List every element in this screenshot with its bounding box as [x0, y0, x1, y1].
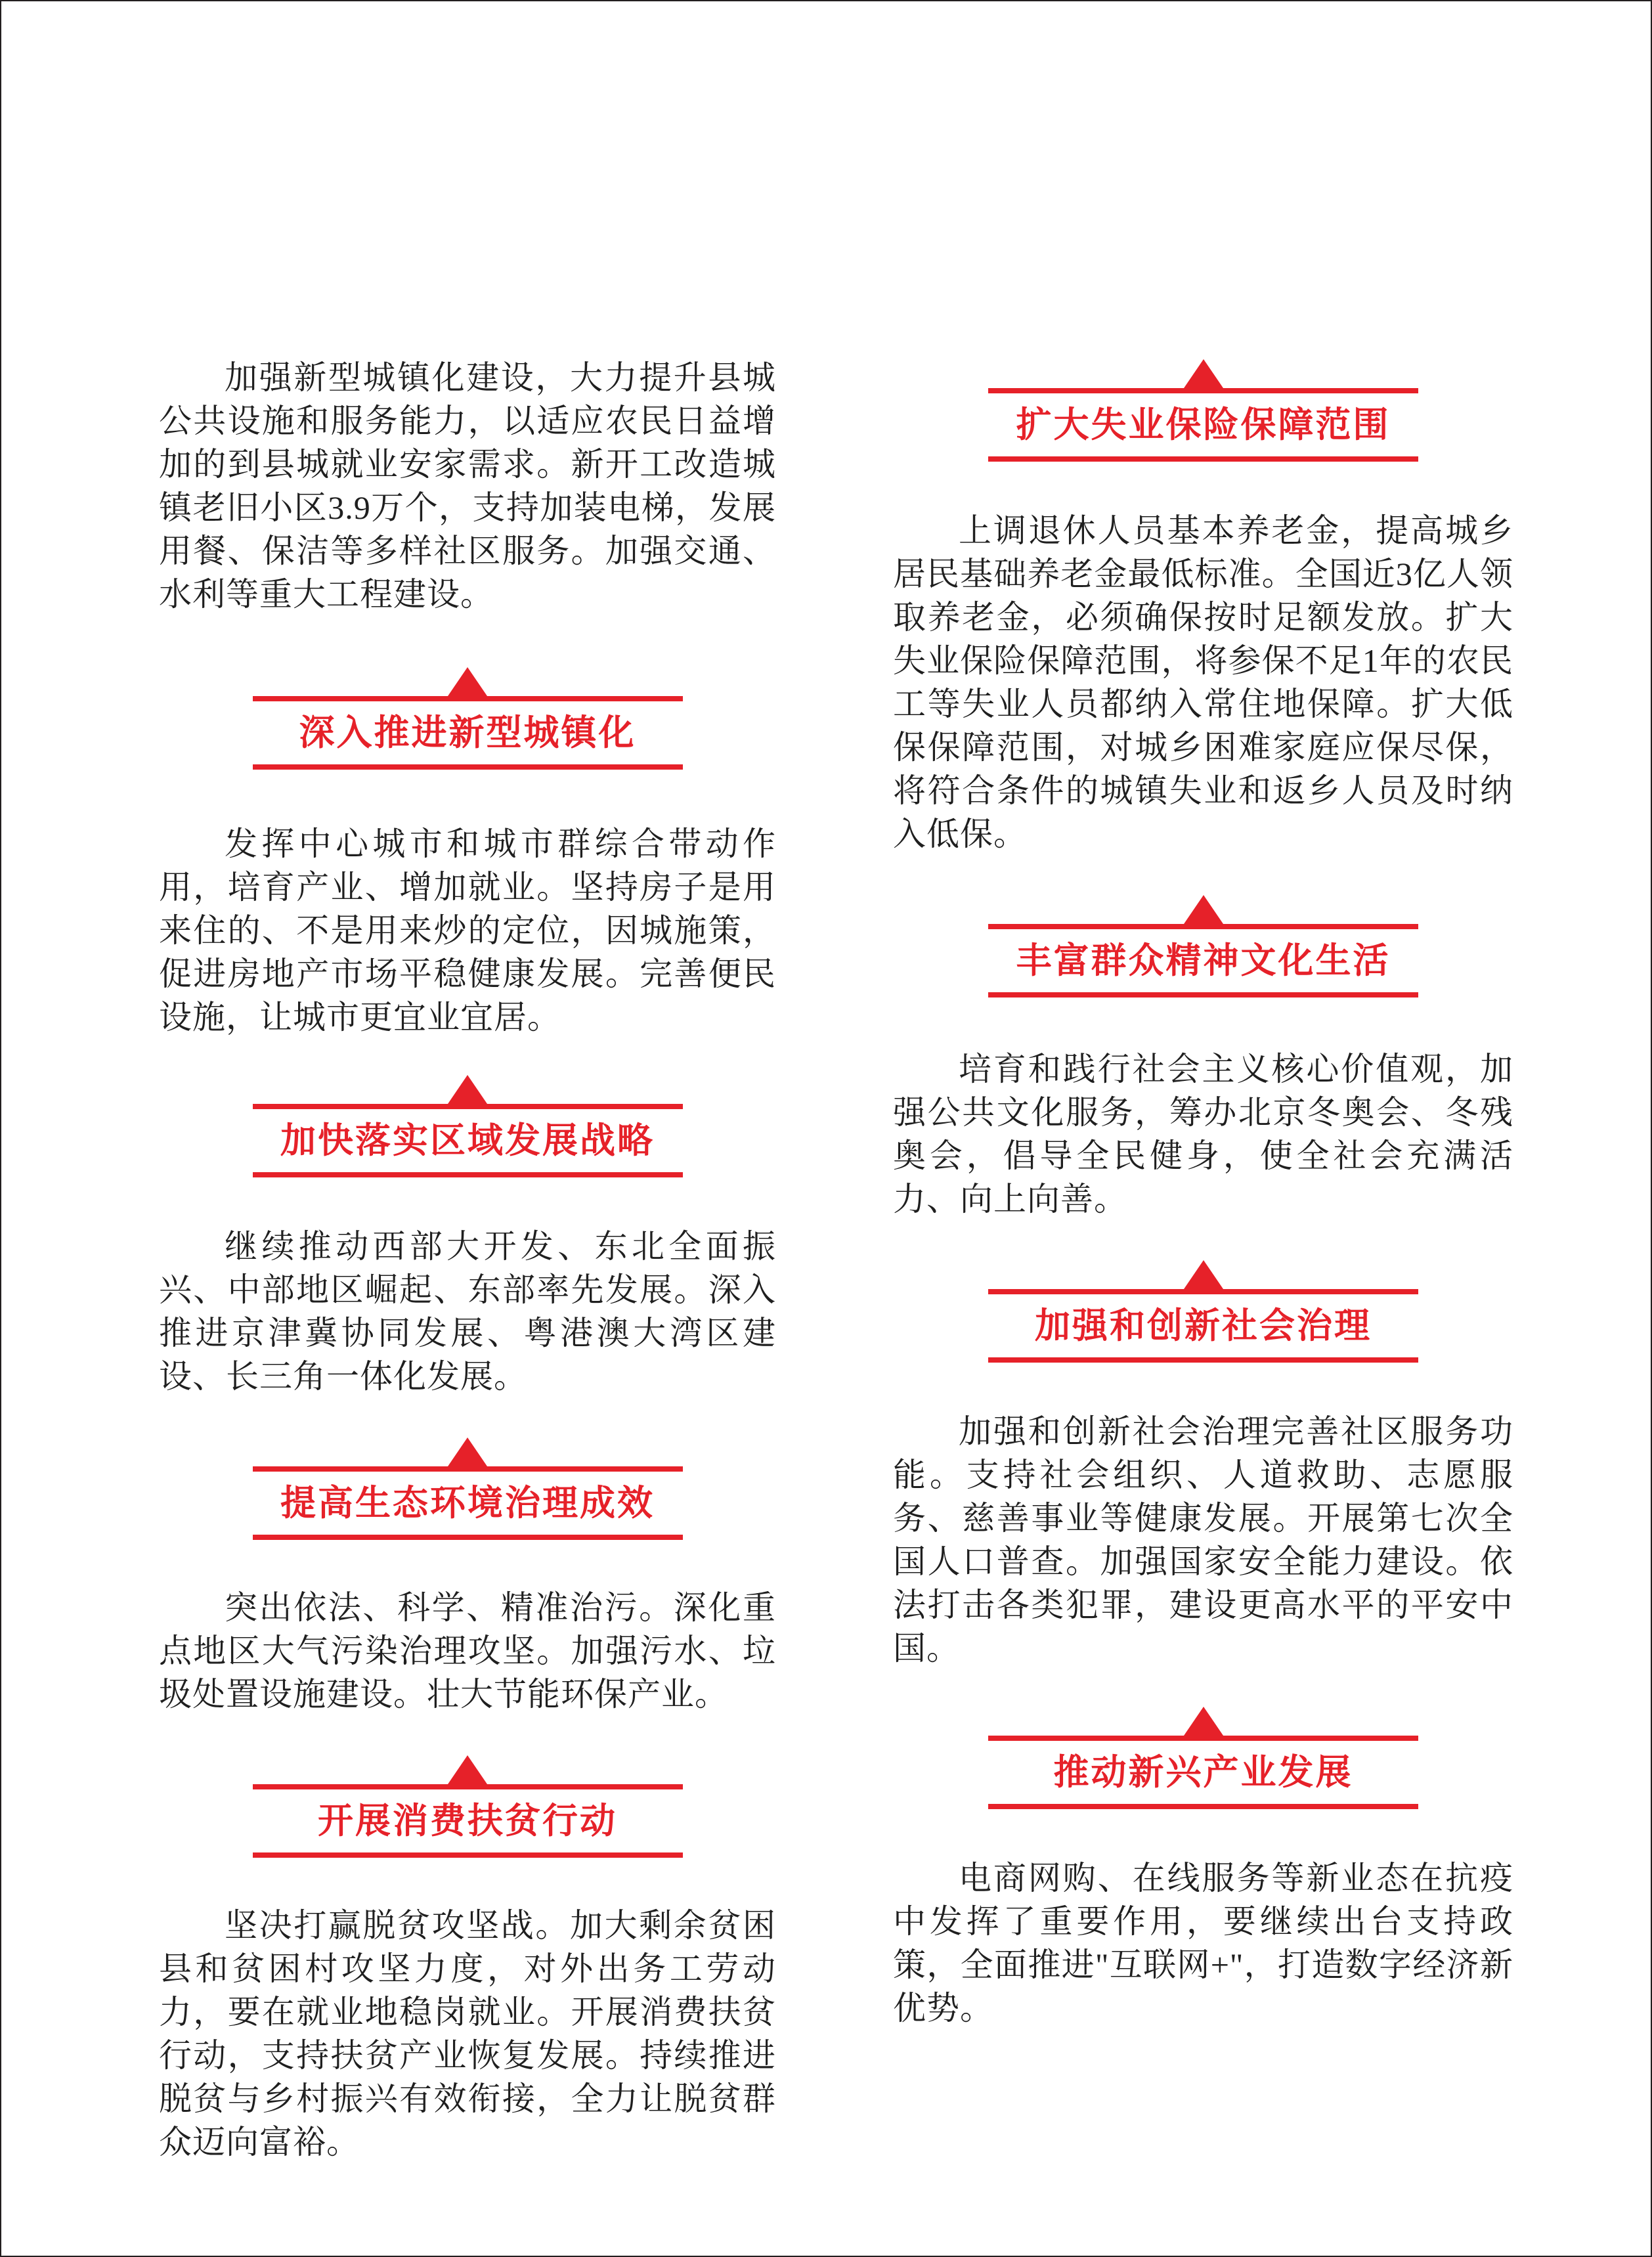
header-rule-bottom [253, 1535, 683, 1540]
section-header-unemployment-insurance [893, 359, 1513, 462]
paragraph-regional-strategies: 继续推动西部大开发、东北全面振兴、中部地区崛起、东部率先发展。深入推进京津冀协同发展、粤港澳大湾区建设、长三角一体化发展。 [159, 1228, 776, 1395]
header-rule-bottom [988, 1357, 1418, 1363]
header-rule-top [988, 1736, 1418, 1741]
section-header-emerging-industries [893, 1707, 1513, 1809]
paragraph-pensions-social-security: 上调退休人员基本养老金，提高城乡居民基础养老金最低标准。全国近3亿人领取养老金，必须确保按时足额发放。扩大失业保险保障范围，将参保不足1年的农民工等失业人员都纳入常住地保障。扩大低保保障范围，对城乡困难家庭应保尽保，将符合条件的城镇失业和返乡人员及时纳入低保。 [893, 512, 1513, 852]
header-rule-top [253, 696, 683, 701]
header-rule-top [253, 1104, 683, 1109]
section-header-consumption-poverty-alleviation [159, 1755, 776, 1858]
paragraph-poverty-battle: 坚决打赢脱贫攻坚战。加大剩余贫困县和贫困村攻坚力度，对外出务工劳动力，要在就业地稳岗就业。开展消费扶贫行动，支持扶贫产业恢复发展。持续推进脱贫与乡村振兴有效衔接，全力让脱贫群众迈向富裕。 [159, 1907, 776, 2160]
section-title: 深入推进新型城镇化 [299, 713, 636, 753]
paragraph-city-clusters: 发挥中心城市和城市群综合带动作用，培育产业、增加就业。坚持房子是用来住的、不是用来炒的定位，因城施策，促进房地产市场平稳健康发展。完善便民设施，让城市更宜业宜居。 [159, 825, 776, 1036]
section-title: 提高生态环境治理成效 [280, 1483, 655, 1523]
section-title: 推动新兴产业发展 [1053, 1753, 1353, 1792]
header-rule-top [988, 924, 1418, 929]
section-header-cultural-life [893, 895, 1513, 997]
section-title: 开展消费扶贫行动 [318, 1801, 617, 1841]
section-header-eco-environment [159, 1437, 776, 1540]
section-header-social-governance [893, 1260, 1513, 1363]
header-rule-top [988, 388, 1418, 393]
header-rule-bottom [988, 1804, 1418, 1809]
section-title: 加强和创新社会治理 [1035, 1306, 1372, 1346]
paragraph-community-services-census: 加强和创新社会治理完善社区服务功能。支持社会组织、人道救助、志愿服务、慈善事业等健康发展。开展第七次全国人口普查。加强国家安全能力建设。依法打击各类犯罪，建设更高水平的平安中国。 [893, 1413, 1513, 1667]
header-rule-bottom [253, 1852, 683, 1858]
triangle-up-icon [1184, 895, 1223, 924]
triangle-up-icon [448, 667, 487, 696]
section-title: 加快落实区域发展战略 [280, 1121, 655, 1160]
header-rule-top [253, 1466, 683, 1472]
paragraph-pollution-control: 突出依法、科学、精准治污。深化重点地区大气污染治理攻坚。加强污水、垃圾处置设施建设。壮大节能环保产业。 [159, 1589, 776, 1713]
header-rule-bottom [253, 764, 683, 770]
paragraph-urbanization-intro: 加强新型城镇化建设，大力提升县城公共设施和服务能力，以适应农民日益增加的到县城就业安家需求。新开工改造城镇老旧小区3.9万个，支持加装电梯，发展用餐、保洁等多样社区服务。加强交通、水利等重大工程建设。 [159, 359, 776, 613]
paragraph-core-values-olympics: 培育和践行社会主义核心价值观，加强公共文化服务，筹办北京冬奥会、冬残奥会，倡导全民健身，使全社会充满活力、向上向善。 [893, 1051, 1513, 1217]
header-rule-bottom [253, 1172, 683, 1177]
header-rule-top [988, 1289, 1418, 1294]
section-title: 丰富群众精神文化生活 [1016, 941, 1391, 980]
triangle-up-icon [448, 1755, 487, 1784]
header-rule-bottom [988, 456, 1418, 462]
left-column [159, 1, 776, 2164]
paragraph-ecommerce-digital-economy: 电商网购、在线服务等新业态在抗疫中发挥了重要作用，要继续出台支持政策，全面推进"互联网+"，打造数字经济新优势。 [893, 1860, 1513, 2027]
triangle-up-icon [448, 1437, 487, 1466]
section-header-regional-development [159, 1075, 776, 1177]
triangle-up-icon [1184, 1260, 1223, 1289]
right-column [893, 1, 1513, 2030]
triangle-up-icon [448, 1075, 487, 1104]
section-title: 扩大失业保险保障范围 [1016, 405, 1391, 445]
triangle-up-icon [1184, 1707, 1223, 1736]
header-rule-top [253, 1784, 683, 1789]
section-header-new-urbanization [159, 667, 776, 770]
triangle-up-icon [1184, 359, 1223, 388]
header-rule-bottom [988, 992, 1418, 997]
